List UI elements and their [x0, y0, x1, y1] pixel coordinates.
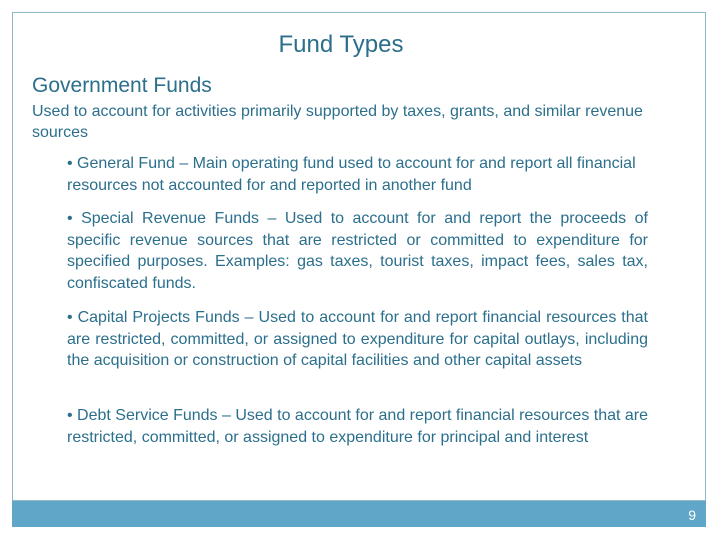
intro-text: Used to account for activities primarily supported by taxes, grants, and similar revenue sources — [32, 103, 643, 141]
page-number: 9 — [688, 507, 696, 523]
bullet-debt-service-funds: • Debt Service Funds – Used to account for and report financial resources that are restricted, committed, or assigned to expenditure for principal and interest — [67, 407, 649, 446]
bullet-special-revenue-funds: • Special Revenue Funds – Used to account for and report the proceeds of specific revenue sources that are restricted or committed to expenditure for specified purposes. Examples: gas taxes, tourist taxes, impact fees, sales tax, confiscated funds. — [67, 210, 648, 292]
bullet-capital-projects-funds: • Capital Projects Funds – Used to account for and report financial resources that are restricted, committed, or assigned to expenditure for capital outlays, including the acquisition or construction of capital facilities and other capital assets — [67, 309, 648, 369]
slide-title: Fund Types — [278, 31, 404, 58]
footer-bar — [12, 501, 706, 527]
section-heading: Government Funds — [32, 74, 212, 97]
bullet-general-fund: • General Fund – Main operating fund used to account for and report all financial resources not accounted for and reported in another fund — [67, 155, 636, 194]
